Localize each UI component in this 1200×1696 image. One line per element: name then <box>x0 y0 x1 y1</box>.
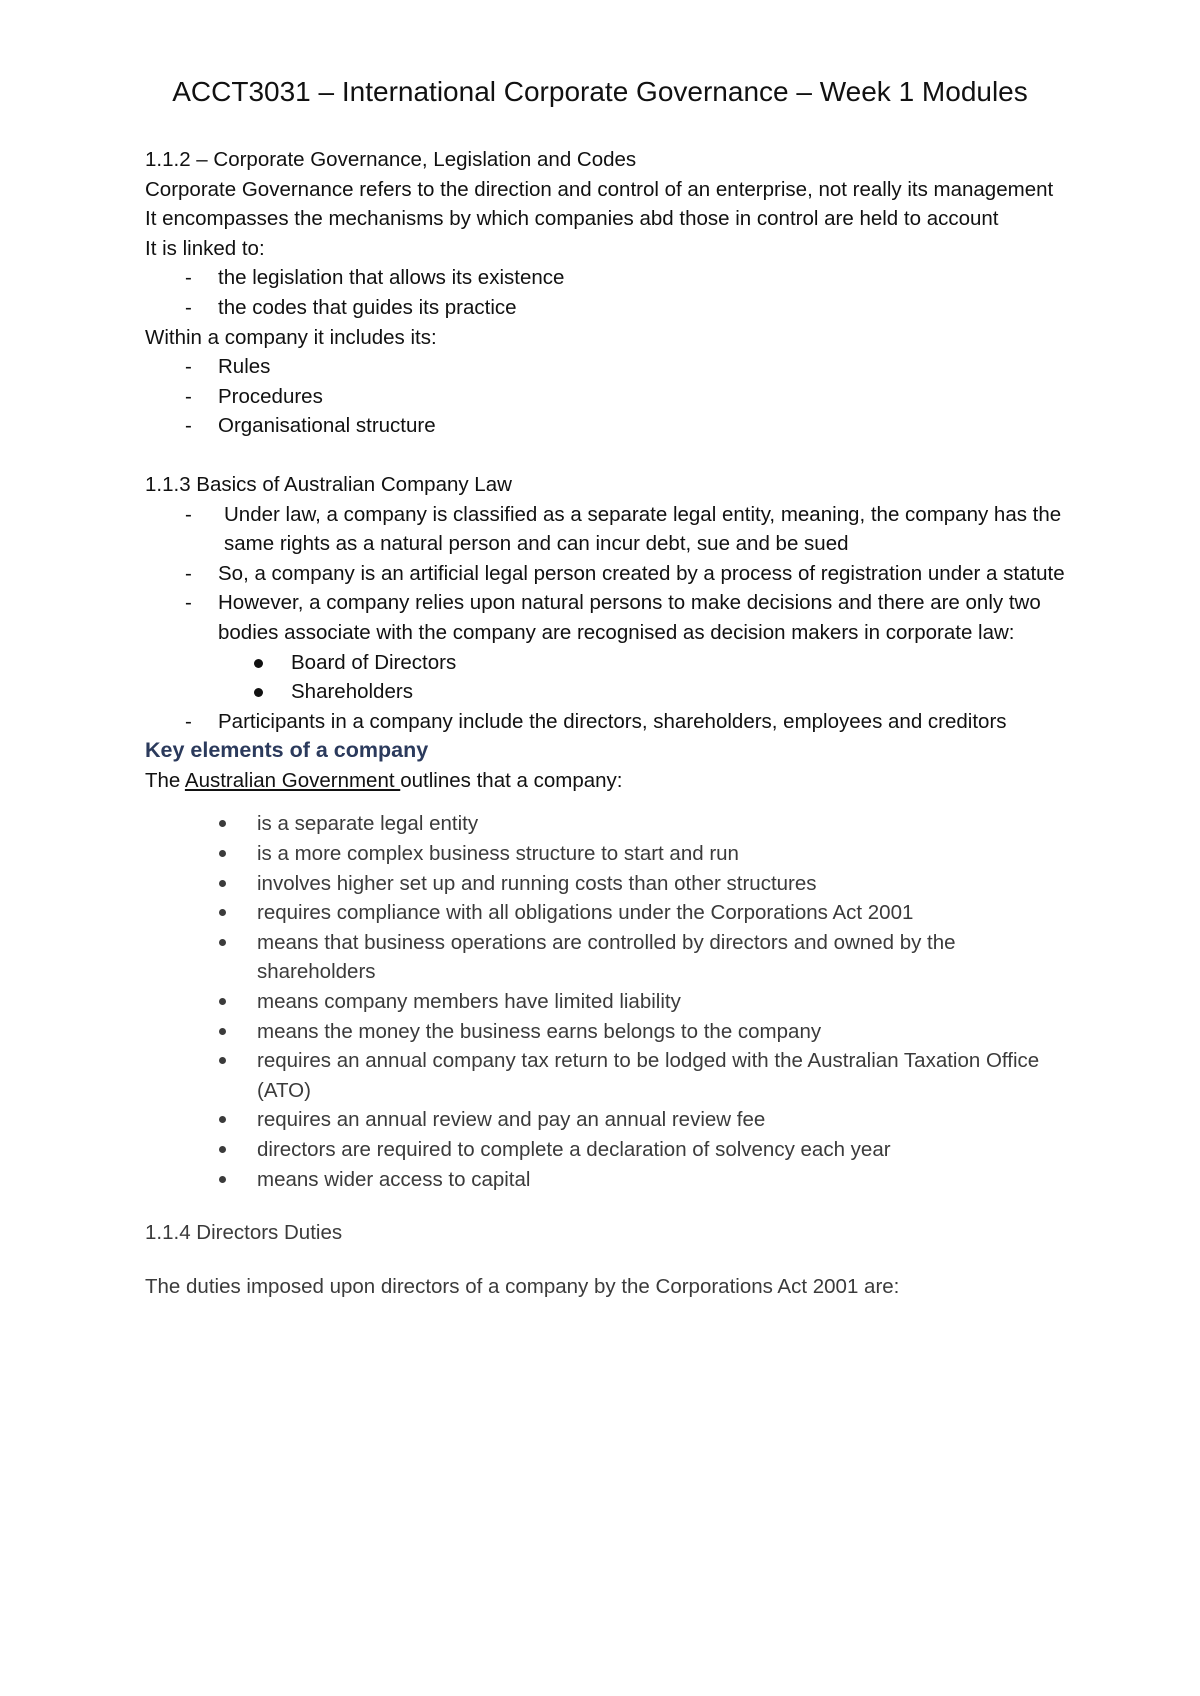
list-item: - Organisational structure <box>185 414 436 438</box>
list-item: - the legislation that allows its existence <box>185 266 565 290</box>
paragraph: Corporate Governance refers to the direction and control of an enterprise, not really its management <box>145 177 1054 201</box>
list-item: - the codes that guides its practice <box>185 295 517 319</box>
list-item: - Procedures <box>185 384 323 408</box>
paragraph: It is linked to: <box>145 236 265 260</box>
list-item: is a separate legal entity <box>145 809 1070 839</box>
list-item: requires an annual company tax return to be lodged with the Australian Taxation Office (ATO) <box>145 1046 1070 1105</box>
section-heading-1-1-2: 1.1.2 – Corporate Governance, Legislation and Codes <box>145 148 637 171</box>
bullet-icon <box>219 909 226 916</box>
list-item: is a more complex business structure to start and run <box>145 839 1070 869</box>
sub-list-item: Shareholders <box>145 677 1070 707</box>
bullet-icon <box>219 1028 226 1035</box>
list-item: means the money the business earns belongs to the company <box>145 1017 1070 1047</box>
list-item: directors are required to complete a declaration of solvency each year <box>145 1135 1070 1165</box>
dash-list <box>145 263 1070 322</box>
list-item: involves higher set up and running costs than other structures <box>145 869 1070 899</box>
dash-list <box>145 352 1070 441</box>
dash-list <box>145 500 1070 737</box>
list-item: requires compliance with all obligations under the Corporations Act 2001 <box>145 898 1070 928</box>
paragraph: Within a company it includes its: <box>145 325 437 349</box>
list-item: means wider access to capital <box>145 1165 1070 1195</box>
list-item: - However, a company relies upon natural persons to make decisions and there are only two bodies associate with the company are recognised as decision makers in corporate law: Board of Directors Shareholders <box>145 588 1070 706</box>
list-item: - Participants in a company include the directors, shareholders, employees and creditors <box>185 709 1007 733</box>
sub-list-item: Board of Directors <box>145 648 1070 678</box>
list-item: - Rules <box>185 355 271 379</box>
key-elements-heading: Key elements of a company <box>145 738 429 763</box>
bullet-icon <box>254 688 263 697</box>
bullet-icon <box>219 998 226 1005</box>
bullet-list <box>145 809 1070 1194</box>
bullet-icon <box>219 820 226 827</box>
section-heading-1-1-3: 1.1.3 Basics of Australian Company Law <box>145 472 512 496</box>
bullet-icon <box>219 880 226 887</box>
bullet-icon <box>219 1176 226 1183</box>
document-body <box>145 145 1070 1301</box>
bullet-icon <box>219 850 226 857</box>
paragraph: The duties imposed upon directors of a company by the Corporations Act 2001 are: <box>145 1274 900 1298</box>
bullet-icon <box>254 659 263 668</box>
bullet-icon <box>219 1146 226 1153</box>
section-heading-1-1-4: 1.1.4 Directors Duties <box>145 1221 343 1245</box>
bullet-icon <box>219 1057 226 1064</box>
paragraph: It encompasses the mechanisms by which companies abd those in control are held to account <box>145 207 999 231</box>
paragraph: The Australian Government outlines that a company: <box>145 768 623 792</box>
list-item: - So, a company is an artificial legal person created by a process of registration under a statute <box>185 561 1065 585</box>
list-item: means that business operations are controlled by directors and owned by the shareholders <box>145 928 1070 987</box>
sub-bullet-list <box>218 648 1070 707</box>
list-item: requires an annual review and pay an annual review fee <box>145 1105 1070 1135</box>
list-item: - Under law, a company is classified as a separate legal entity, meaning, the company has the same rights as a natural person and can incur debt, sue and be sued <box>185 502 1062 556</box>
australian-government-link[interactable]: Australian Government <box>184 768 401 792</box>
bullet-icon <box>219 939 226 946</box>
bullet-icon <box>219 1116 226 1123</box>
document-title: ACCT3031 – International Corporate Governance – Week 1 Modules <box>172 76 1028 107</box>
list-item: means company members have limited liability <box>145 987 1070 1017</box>
